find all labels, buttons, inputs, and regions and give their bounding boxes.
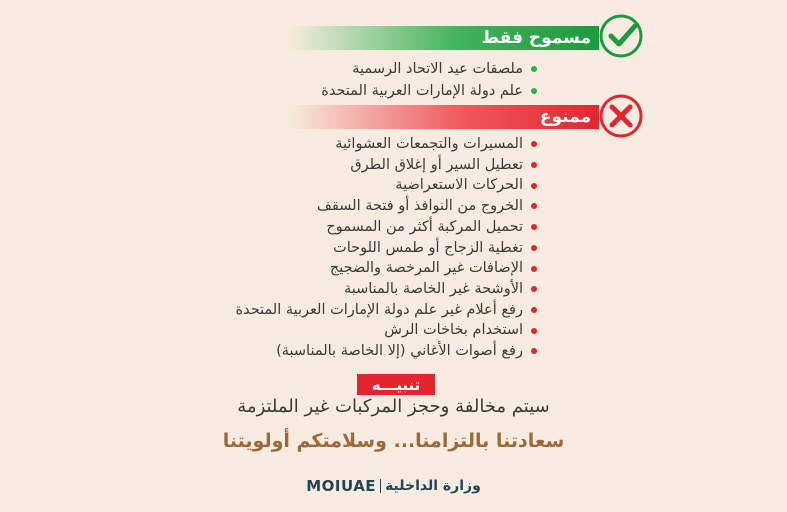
alert-text: سيتم مخالفة وحجز المركبات غير الملتزمة xyxy=(237,396,550,417)
list-item: ملصقات عيد الاتحاد الرسمية xyxy=(321,58,537,80)
list-item: تعطيل السير أو إغلاق الطرق xyxy=(235,155,537,176)
list-item: علم دولة الإمارات العربية المتحدة xyxy=(321,80,537,102)
allowed-section-header xyxy=(289,26,599,50)
cross-icon xyxy=(597,92,645,140)
list-item: الحركات الاستعراضية xyxy=(235,175,537,196)
list-item: الخروج من النوافذ أو فتحة السقف xyxy=(235,196,537,217)
forbidden-section-header xyxy=(289,105,599,129)
list-item: تحميل المركبة أكثر من المسموح xyxy=(235,217,537,238)
list-item: استخدام بخاخات الرش xyxy=(235,320,537,341)
list-item: المسيرات والتجمعات العشوائية xyxy=(235,134,537,155)
forbidden-list xyxy=(235,134,537,362)
list-item: رفع أعلام غير علم دولة الإمارات العربية المتحدة xyxy=(235,300,537,321)
allowed-list xyxy=(321,58,537,102)
footer-brand xyxy=(0,477,787,495)
brand-latin: MOIUAE xyxy=(306,477,377,495)
list-item: الإضافات غير المرخصة والضجيج xyxy=(235,258,537,279)
list-item: الأوشحة غير الخاصة بالمناسبة xyxy=(235,279,537,300)
allowed-title: مسموح فقط xyxy=(481,28,591,48)
list-item: رفع أصوات الأغاني (إلا الخاصة بالمناسبة) xyxy=(235,341,537,362)
brand-arabic: وزارة الداخلية xyxy=(385,478,481,494)
alert-badge: تنبيـــه xyxy=(357,374,435,395)
list-item: تغطية الزجاج أو طمس اللوحات xyxy=(235,238,537,259)
check-icon xyxy=(597,12,645,60)
forbidden-title: ممنوع xyxy=(539,107,591,127)
closing-slogan: سعادتنا بالتزامنا... وسلامتكم أولويتنا xyxy=(222,430,565,452)
brand-divider xyxy=(380,479,381,493)
